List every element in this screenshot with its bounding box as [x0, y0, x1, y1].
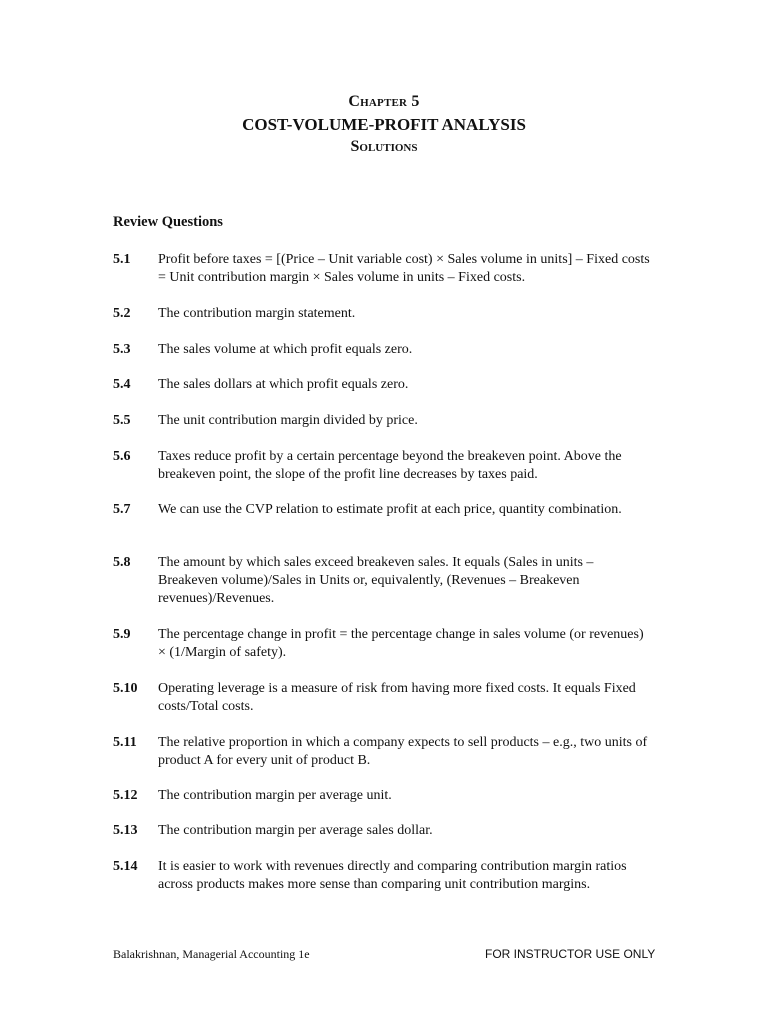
question-number: 5.1 [113, 252, 131, 267]
question-number: 5.8 [113, 555, 131, 570]
answer-text: The sales dollars at which profit equals zero. [158, 377, 409, 392]
answer-text: It is easier to work with revenues directly and comparing contribution margin ratios across products makes more sense than comparing unit contribution margins. [158, 859, 627, 892]
question-number: 5.13 [113, 823, 138, 838]
answer-text: The contribution margin per average unit. [158, 788, 392, 803]
answer-text: Profit before taxes = [(Price – Unit variable cost) × Sales volume in units] – Fixed costs = Unit contribution margin × Sales volume in units – Fixed costs. [158, 252, 650, 285]
section-heading: Review Questions [113, 214, 223, 230]
question-number: 5.9 [113, 627, 131, 642]
answer-text: The percentage change in profit = the percentage change in sales volume (or revenues) × (1/Margin of safety). [158, 627, 644, 660]
question-number: 5.11 [113, 735, 137, 750]
question-number: 5.3 [113, 342, 131, 357]
answer-text: The relative proportion in which a company expects to sell products – e.g., two units of product A for every unit of product B. [158, 735, 648, 768]
answer-text: The amount by which sales exceed breakeven sales. It equals (Sales in units – Breakeven volume)/Sales in Units or, equivalently, (Revenues – Breakeven revenues)/Revenues. [158, 555, 594, 606]
answer-text: Operating leverage is a measure of risk from having more fixed costs. It equals Fixed costs/Total costs. [158, 681, 636, 714]
question-number: 5.2 [113, 306, 131, 321]
footer-book-credit: Balakrishnan, Managerial Accounting 1e [113, 947, 310, 961]
answer-text: Taxes reduce profit by a certain percentage beyond the breakeven point. Above the breakeven point, the slope of the profit line decreases by taxes paid. [158, 449, 622, 482]
chapter-subtitle: Solutions [350, 138, 418, 155]
chapter-title: COST-VOLUME-PROFIT ANALYSIS [242, 115, 526, 134]
answer-text: The unit contribution margin divided by price. [158, 413, 418, 428]
answer-text: The sales volume at which profit equals zero. [158, 342, 413, 357]
question-number: 5.12 [113, 788, 138, 803]
answer-text: We can use the CVP relation to estimate profit at each price, quantity combination. [158, 502, 622, 517]
question-number: 5.7 [113, 502, 131, 517]
chapter-number: Chapter 5 [348, 93, 420, 110]
question-number: 5.14 [113, 859, 138, 874]
question-number: 5.5 [113, 413, 131, 428]
question-number: 5.4 [113, 377, 131, 392]
footer-usage-notice: FOR INSTRUCTOR USE ONLY [485, 947, 656, 961]
question-number: 5.10 [113, 681, 138, 696]
chapter-header [0, 92, 768, 157]
question-number: 5.6 [113, 449, 131, 464]
answer-text: The contribution margin per average sales dollar. [158, 823, 433, 838]
answer-text: The contribution margin statement. [158, 306, 356, 321]
